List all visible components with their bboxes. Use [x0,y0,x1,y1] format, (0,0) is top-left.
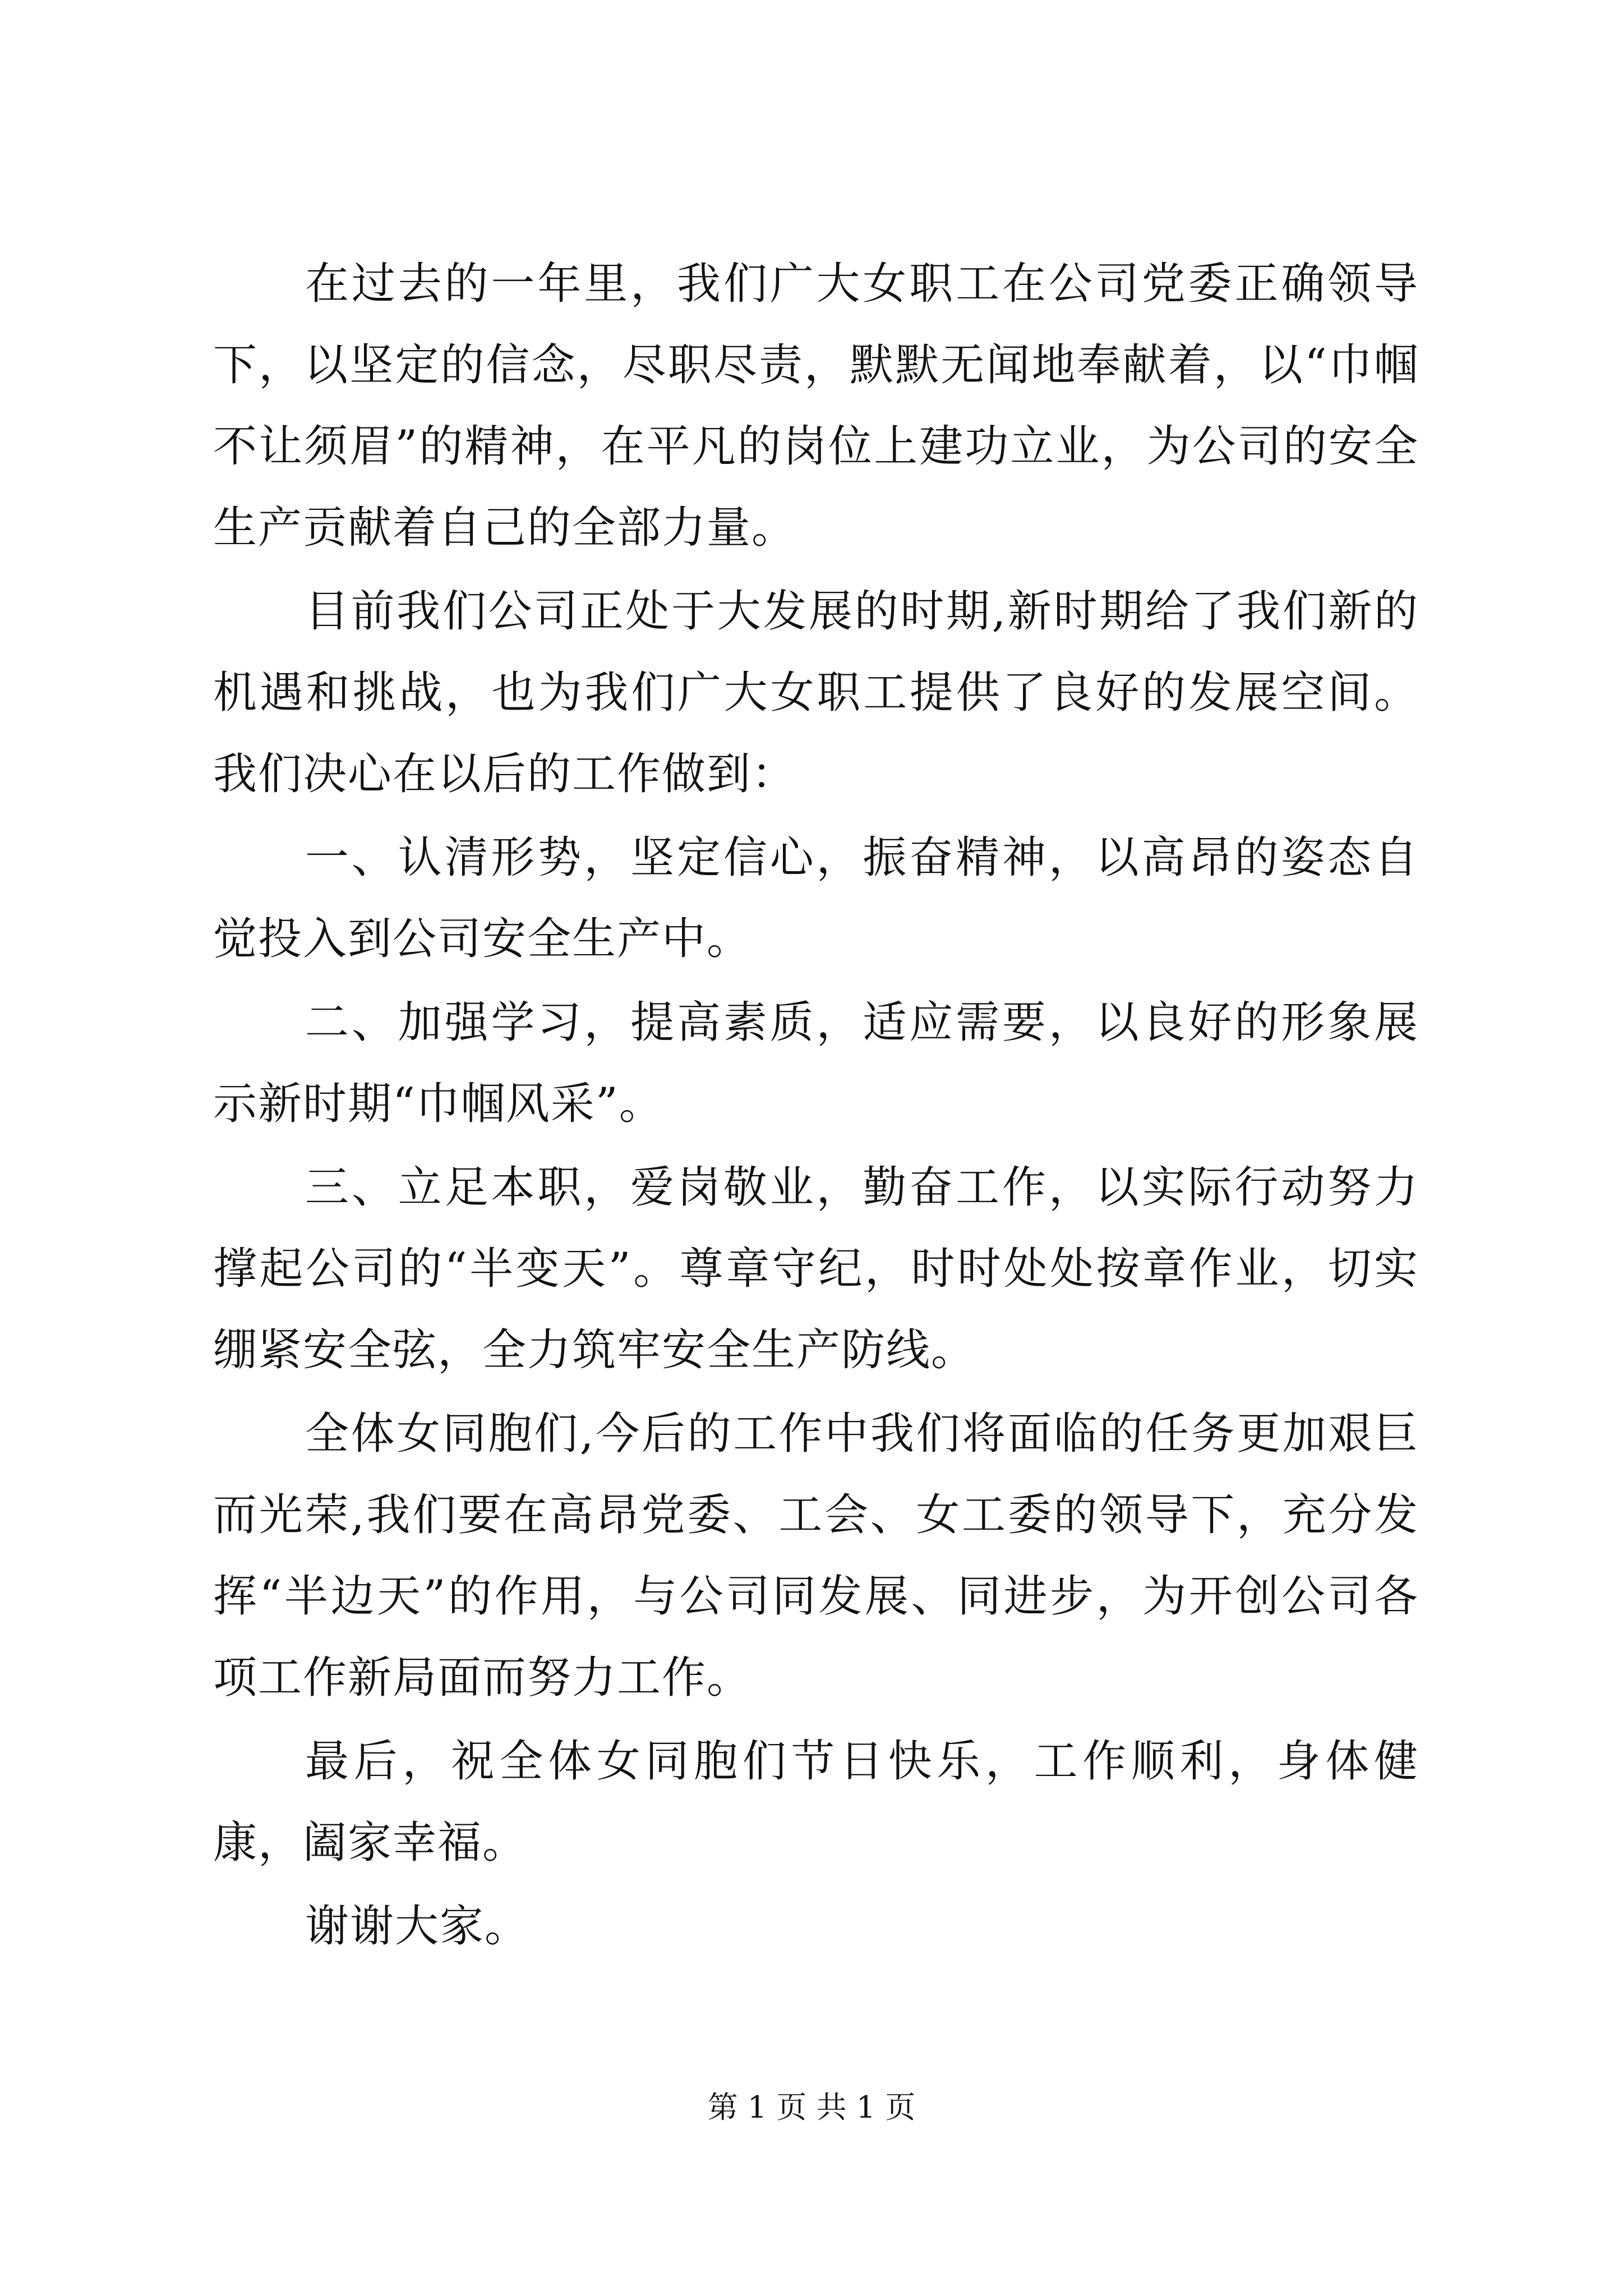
paragraph-8: 谢谢大家。 [305,1901,530,1952]
paragraph-2: 目前我们公司正处于大发展的时期,新时期给了我们新的机遇和挑战，也为我们广大女职工提供了良好的发展空间。我们决心在以后的工作做到： [213,586,1419,799]
document-body [213,243,1419,1967]
paragraph-1: 在过去的一年里，我们广大女职工在公司党委正确领导下，以坚定的信念，尽职尽责，默默无闻地奉献着，以“巾帼不让须眉”的精神，在平凡的岗位上建功立业，为公司的安全生产贡献着自己的全部力量。 [213,259,1419,553]
paragraph-7: 最后，祝全体女同胞们节日快乐，工作顺利，身体健康，阖家幸福。 [213,1736,1419,1868]
paragraph-6: 全体女同胞们,今后的工作中我们将面临的任务更加艰巨而光荣,我们要在高昂党委、工会、女工委的领导下，充分发挥“半边天”的作用，与公司同发展、同进步，为开创公司各项工作新局面而努力工作。 [213,1409,1419,1703]
paragraph-4: 二、加强学习，提高素质，适应需要，以良好的形象展示新时期“巾帼风采”。 [213,997,1419,1129]
paragraph-3: 一、认清形势，坚定信心，振奋精神，以高昂的姿态自觉投入到公司安全生产中。 [213,832,1419,964]
paragraph-5: 三、立足本职，爱岗敬业，勤奋工作，以实际行动努力撑起公司的“半变天”。尊章守纪，时时处处按章作业，切实绷紧安全弦，全力筑牢安全生产防线。 [213,1162,1419,1375]
page-footer: 第 1 页 共 1 页 [707,2090,916,2125]
